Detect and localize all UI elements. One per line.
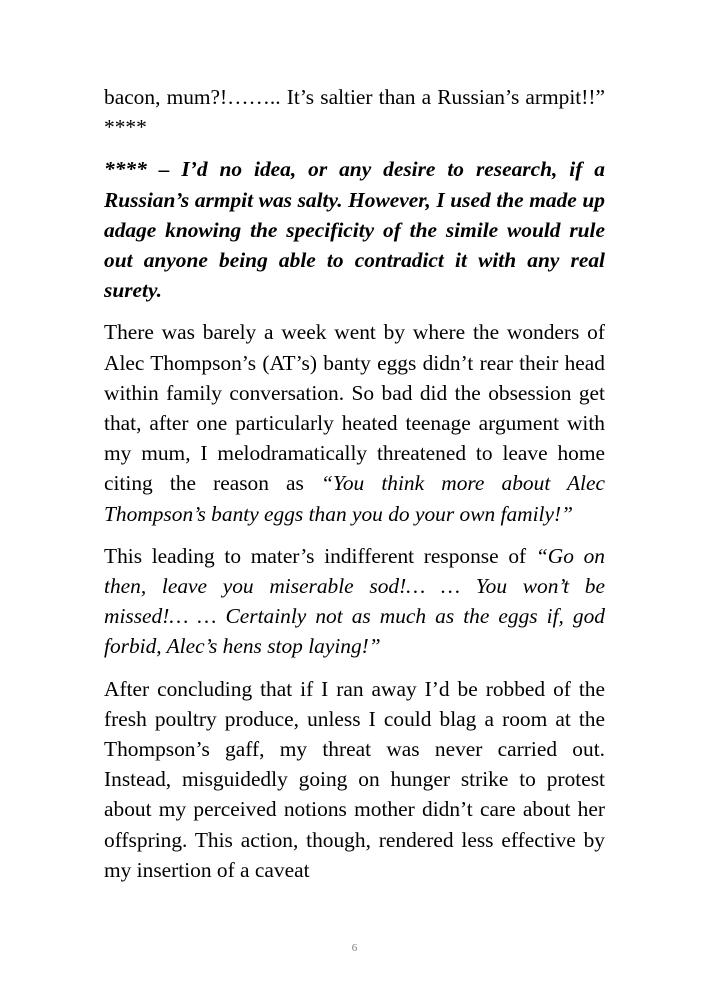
quoted-speech: “You think more about Alec Thompson’s banty eggs than you do your own family!” — [104, 471, 605, 526]
paragraph-text: This leading to mater’s indifferent response of — [104, 543, 536, 568]
paragraph-hunger-strike — [104, 674, 605, 885]
footnote-text: **** – I’d no idea, or any desire to research, if a Russian’s armpit was salty. However, I used the made up adage knowing the specificity of the simile would rule out anyone being able to contradict it with any real surety. — [104, 157, 605, 303]
paragraph-text: bacon, mum?!…….. It’s saltier than a Russian’s armpit!!” **** — [104, 85, 605, 140]
quoted-speech: “Go on then, leave you miserable sod!… … You won’t be missed!… … Certainly not as much as the eggs if, god forbid, Alec’s hens stop laying!” — [104, 543, 605, 659]
paragraph-text: There was barely a week went by where the wonders of Alec Thompson’s (AT’s) banty eggs didn’t rear their head within family conversation. So bad did the obsession get that, after one particularly heated teenage argument with my mum, I melodramatically threatened to leave home citing the reason as — [104, 320, 605, 496]
page-number: 6 — [351, 942, 358, 954]
page-body — [104, 82, 605, 897]
paragraph-banty-eggs — [104, 317, 605, 528]
paragraph-mater-response — [104, 541, 605, 662]
paragraph-text: After concluding that if I ran away I’d be robbed of the fresh poultry produce, unless I could blag a room at the Thompson’s gaff, my threat was never carried out. Instead, misguidedly going on hunger strike to protest about my perceived notions mother didn’t care about her offspring. This action, though, rendered less effective by my insertion of a caveat — [104, 676, 605, 882]
paragraph-continuation — [104, 82, 605, 142]
footnote-paragraph — [104, 154, 605, 305]
